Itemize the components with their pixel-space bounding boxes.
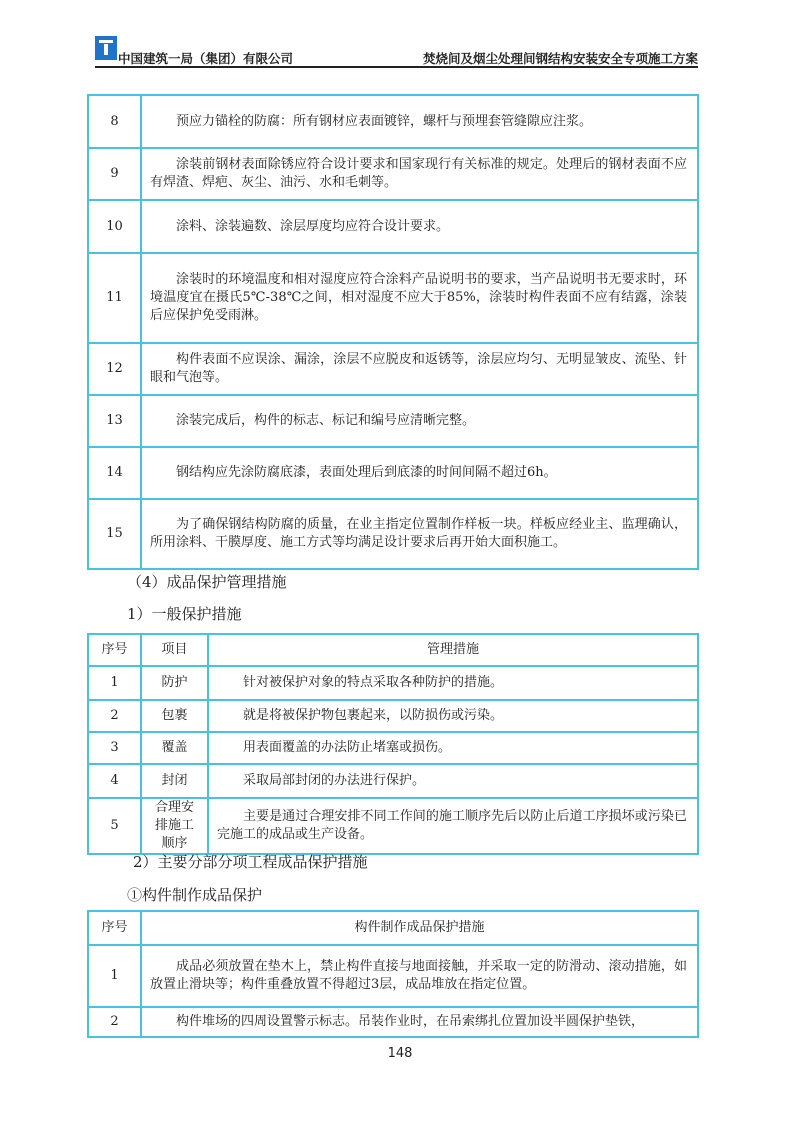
row-number: 2	[88, 700, 141, 732]
row-text: 针对被保护对象的特点采取各种防护的措施。	[208, 666, 698, 700]
table-row	[88, 95, 698, 148]
row-text: 涂料、涂装遍数、涂层厚度均应符合设计要求。	[141, 200, 698, 253]
row-text: 预应力锚栓的防腐：所有钢材应表面镀锌，螺杆与预埋套管缝隙应注浆。	[141, 95, 698, 148]
column-header-item: 项目	[141, 634, 208, 666]
column-header-no: 序号	[88, 911, 141, 945]
table-row	[88, 447, 698, 499]
row-text: 构件堆场的四周设置警示标志。吊装作业时，在吊索绑扎位置加设半圆保护垫铁，	[141, 1007, 698, 1037]
subsection-heading: ①构件制作成品保护	[127, 886, 263, 904]
row-item: 封闭	[141, 764, 208, 798]
row-number: 5	[88, 798, 141, 854]
table-row	[88, 798, 698, 854]
table-row	[88, 253, 698, 343]
table-row	[88, 343, 698, 395]
row-number: 14	[88, 447, 141, 499]
row-item: 合理安排施工顺序	[141, 798, 208, 854]
row-number: 1	[88, 666, 141, 700]
company-name: 中国建筑一局（集团）有限公司	[118, 51, 294, 66]
table-row	[88, 395, 698, 447]
subsection-heading: 2）主要分部分项工程成品保护措施	[133, 853, 368, 871]
row-text: 主要是通过合理安排不同工作间的施工顺序先后以防止后道工序损坏或污染已完施工的成品或生产设备。	[208, 798, 698, 854]
row-text: 涂装前钢材表面除锈应符合设计要求和国家现行有关标准的规定。处理后的钢材表面不应有焊渣、焊疤、灰尘、油污、水和毛刺等。	[141, 148, 698, 200]
row-text: 涂装时的环境温度和相对湿度应符合涂料产品说明书的要求，当产品说明书无要求时，环境温度宜在摄氏5℃-38℃之间，相对湿度不应大于85%，涂装时构件表面不应有结露，涂装后应保护免受雨淋。	[141, 253, 698, 343]
table-header-row	[88, 634, 698, 666]
column-header-measure: 构件制作成品保护措施	[141, 911, 698, 945]
table-row	[88, 666, 698, 700]
row-text: 涂装完成后，构件的标志、标记和编号应清晰完整。	[141, 395, 698, 447]
document-title: 焚烧间及烟尘处理间钢结构安装安全专项施工方案	[422, 51, 698, 66]
subsection-heading: 1）一般保护措施	[127, 605, 242, 623]
coating-requirements-table	[87, 94, 699, 570]
row-number: 8	[88, 95, 141, 148]
row-text: 钢结构应先涂防腐底漆，表面处理后到底漆的时间间隔不超过6h。	[141, 447, 698, 499]
row-number: 15	[88, 499, 141, 569]
row-item: 包裹	[141, 700, 208, 732]
row-number: 10	[88, 200, 141, 253]
row-number: 12	[88, 343, 141, 395]
table-row	[88, 700, 698, 732]
column-header-no: 序号	[88, 634, 141, 666]
row-number: 2	[88, 1007, 141, 1037]
row-text: 为了确保钢结构防腐的质量，在业主指定位置制作样板一块。样板应经业主、监理确认，所用涂料、干膜厚度、施工方式等均满足设计要求后再开始大面积施工。	[141, 499, 698, 569]
row-number: 11	[88, 253, 141, 343]
table-row	[88, 499, 698, 569]
row-item: 防护	[141, 666, 208, 700]
row-item: 覆盖	[141, 732, 208, 764]
row-text: 就是将被保护物包裹起来，以防损伤或污染。	[208, 700, 698, 732]
page-header	[95, 36, 698, 66]
column-header-measure: 管理措施	[208, 634, 698, 666]
table-row	[88, 148, 698, 200]
row-number: 9	[88, 148, 141, 200]
row-number: 4	[88, 764, 141, 798]
row-text: 采取局部封闭的办法进行保护。	[208, 764, 698, 798]
row-number: 13	[88, 395, 141, 447]
table-row	[88, 945, 698, 1007]
section-heading: （4）成品保护管理措施	[127, 573, 287, 591]
row-text: 用表面覆盖的办法防止堵塞或损伤。	[208, 732, 698, 764]
table-row	[88, 1007, 698, 1037]
general-protection-table	[87, 633, 699, 855]
row-text: 构件表面不应误涂、漏涂，涂层不应脱皮和返锈等，涂层应均匀、无明显皱皮、流坠、针眼和气泡等。	[141, 343, 698, 395]
row-text: 成品必须放置在垫木上，禁止构件直接与地面接触，并采取一定的防滑动、滚动措施，如放置止滑块等；构件重叠放置不得超过3层，成品堆放在指定位置。	[141, 945, 698, 1007]
table-row	[88, 200, 698, 253]
table-row	[88, 732, 698, 764]
row-number: 3	[88, 732, 141, 764]
table-header-row	[88, 911, 698, 945]
header-divider	[95, 66, 698, 68]
page-number: 148	[387, 1046, 413, 1061]
company-logo-icon	[95, 36, 117, 60]
row-number: 1	[88, 945, 141, 1007]
table-row	[88, 764, 698, 798]
component-protection-table	[87, 910, 699, 1038]
